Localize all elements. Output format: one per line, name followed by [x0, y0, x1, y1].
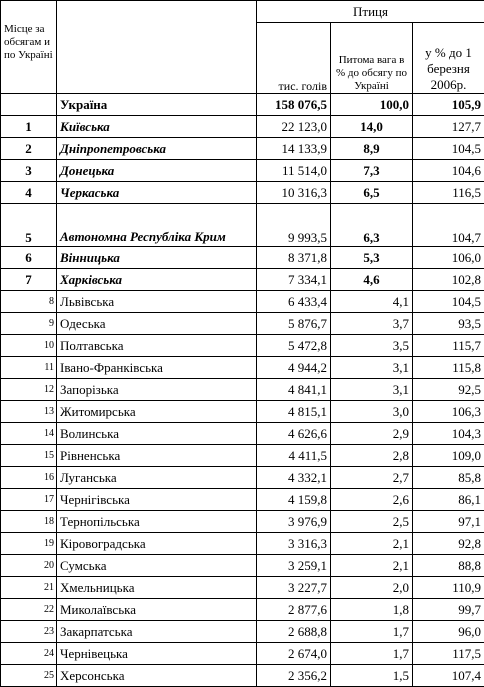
- pct-cell: 3,1: [331, 379, 413, 401]
- pct-cell: 2,1: [331, 555, 413, 577]
- tis-cell: 2 674,0: [257, 643, 331, 665]
- table-row: [1, 599, 484, 621]
- pct-cell: 3,0: [331, 401, 413, 423]
- idx-cell: 110,9: [413, 577, 484, 599]
- region-name: Запорізька: [57, 379, 257, 401]
- table-row: [1, 335, 484, 357]
- idx-cell: 106,0: [413, 247, 484, 269]
- table-row: [1, 138, 484, 160]
- table-row: [1, 160, 484, 182]
- pct-cell: 1,7: [331, 621, 413, 643]
- rank-cell: 5: [1, 204, 57, 247]
- idx-cell: 116,5: [413, 182, 484, 204]
- region-name: Автономна Республіка Крим: [57, 204, 257, 247]
- rank-cell: 8: [1, 291, 57, 313]
- tis-cell: 8 371,8: [257, 247, 331, 269]
- tis-cell: 6 433,4: [257, 291, 331, 313]
- total-pct: 100,0: [331, 94, 413, 116]
- table-row: [1, 577, 484, 599]
- table-row: [1, 204, 484, 247]
- total-name: Україна: [57, 94, 257, 116]
- total-tis: 158 076,5: [257, 94, 331, 116]
- idx-cell: 104,5: [413, 138, 484, 160]
- tis-cell: 14 133,9: [257, 138, 331, 160]
- pct-cell: 3,1: [331, 357, 413, 379]
- rank-cell: 20: [1, 555, 57, 577]
- region-name: Вінницька: [57, 247, 257, 269]
- rank-cell: 13: [1, 401, 57, 423]
- idx-cell: 85,8: [413, 467, 484, 489]
- pct-cell: 1,8: [331, 599, 413, 621]
- region-name: Львівська: [57, 291, 257, 313]
- table-row: [1, 379, 484, 401]
- tis-cell: 2 356,2: [257, 665, 331, 687]
- table-row: [1, 643, 484, 665]
- tis-cell: 3 227,7: [257, 577, 331, 599]
- rank-cell: 16: [1, 467, 57, 489]
- header-row-top: [1, 1, 484, 23]
- tis-cell: 7 334,1: [257, 269, 331, 291]
- rank-cell: 14: [1, 423, 57, 445]
- table-row: [1, 467, 484, 489]
- pct-cell: 14,0: [331, 116, 413, 138]
- idx-cell: 104,7: [413, 204, 484, 247]
- idx-cell: 96,0: [413, 621, 484, 643]
- table-row: [1, 247, 484, 269]
- header-idx: у % до 1 березня 2006р.: [413, 23, 484, 94]
- rank-cell: 9: [1, 313, 57, 335]
- pct-cell: 2,9: [331, 423, 413, 445]
- tis-cell: 3 259,1: [257, 555, 331, 577]
- rank-cell: 24: [1, 643, 57, 665]
- rank-cell: 15: [1, 445, 57, 467]
- total-rank: [1, 94, 57, 116]
- table-row: [1, 269, 484, 291]
- region-name: Херсонська: [57, 665, 257, 687]
- table-row: [1, 555, 484, 577]
- table-row: [1, 533, 484, 555]
- table-row: [1, 621, 484, 643]
- table-row: [1, 445, 484, 467]
- tis-cell: 5 876,7: [257, 313, 331, 335]
- region-name: Волинська: [57, 423, 257, 445]
- table-row: [1, 116, 484, 138]
- idx-cell: 92,5: [413, 379, 484, 401]
- header-group-bird: Птиця: [257, 1, 484, 23]
- region-name: Житомирська: [57, 401, 257, 423]
- region-name: Миколаївська: [57, 599, 257, 621]
- rank-cell: 12: [1, 379, 57, 401]
- tis-cell: 22 123,0: [257, 116, 331, 138]
- rank-cell: 6: [1, 247, 57, 269]
- idx-cell: 104,3: [413, 423, 484, 445]
- idx-cell: 104,5: [413, 291, 484, 313]
- idx-cell: 93,5: [413, 313, 484, 335]
- table-row: [1, 401, 484, 423]
- pct-cell: 2,0: [331, 577, 413, 599]
- pct-cell: 3,5: [331, 335, 413, 357]
- tis-cell: 3 976,9: [257, 511, 331, 533]
- region-name: Рівненська: [57, 445, 257, 467]
- rank-cell: 11: [1, 357, 57, 379]
- region-name: Чернівецька: [57, 643, 257, 665]
- table-row: [1, 313, 484, 335]
- idx-cell: 127,7: [413, 116, 484, 138]
- table-row: [1, 357, 484, 379]
- rank-cell: 25: [1, 665, 57, 687]
- total-row: [1, 94, 484, 116]
- tis-cell: 3 316,3: [257, 533, 331, 555]
- idx-cell: 86,1: [413, 489, 484, 511]
- pct-cell: 7,3: [331, 160, 413, 182]
- table-row: [1, 489, 484, 511]
- table-row: [1, 182, 484, 204]
- tis-cell: 4 815,1: [257, 401, 331, 423]
- rank-cell: 2: [1, 138, 57, 160]
- pct-cell: 2,6: [331, 489, 413, 511]
- pct-cell: 2,8: [331, 445, 413, 467]
- table-row: [1, 511, 484, 533]
- idx-cell: 106,3: [413, 401, 484, 423]
- header-tis: тис. голів: [257, 23, 331, 94]
- pct-cell: 6,5: [331, 182, 413, 204]
- idx-cell: 88,8: [413, 555, 484, 577]
- pct-cell: 1,5: [331, 665, 413, 687]
- rank-cell: 21: [1, 577, 57, 599]
- region-name: Харківська: [57, 269, 257, 291]
- table-row: [1, 423, 484, 445]
- region-name: Одеська: [57, 313, 257, 335]
- region-name: Полтавська: [57, 335, 257, 357]
- pct-cell: 8,9: [331, 138, 413, 160]
- tis-cell: 5 472,8: [257, 335, 331, 357]
- tis-cell: 10 316,3: [257, 182, 331, 204]
- idx-cell: 107,4: [413, 665, 484, 687]
- header-name-empty: [57, 1, 257, 94]
- pct-cell: 2,5: [331, 511, 413, 533]
- region-name: Кіровоградська: [57, 533, 257, 555]
- rank-cell: 7: [1, 269, 57, 291]
- table-row: [1, 665, 484, 687]
- idx-cell: 104,6: [413, 160, 484, 182]
- tis-cell: 4 159,8: [257, 489, 331, 511]
- rank-cell: 10: [1, 335, 57, 357]
- tis-cell: 2 688,8: [257, 621, 331, 643]
- rank-cell: 23: [1, 621, 57, 643]
- header-rank: Місце за обсягам и по Україні: [1, 1, 57, 94]
- rank-cell: 4: [1, 182, 57, 204]
- tis-cell: 9 993,5: [257, 204, 331, 247]
- rank-cell: 17: [1, 489, 57, 511]
- region-name: Донецька: [57, 160, 257, 182]
- region-name: Сумська: [57, 555, 257, 577]
- idx-cell: 115,8: [413, 357, 484, 379]
- tis-cell: 4 626,6: [257, 423, 331, 445]
- total-idx: 105,9: [413, 94, 484, 116]
- pct-cell: 2,7: [331, 467, 413, 489]
- region-name: Київська: [57, 116, 257, 138]
- tis-cell: 11 514,0: [257, 160, 331, 182]
- region-name: Хмельницька: [57, 577, 257, 599]
- idx-cell: 115,7: [413, 335, 484, 357]
- pct-cell: 5,3: [331, 247, 413, 269]
- region-name: Черкаська: [57, 182, 257, 204]
- region-name: Закарпатська: [57, 621, 257, 643]
- tis-cell: 2 877,6: [257, 599, 331, 621]
- rank-cell: 19: [1, 533, 57, 555]
- idx-cell: 109,0: [413, 445, 484, 467]
- rank-cell: 1: [1, 116, 57, 138]
- rank-cell: 22: [1, 599, 57, 621]
- region-name: Луганська: [57, 467, 257, 489]
- tis-cell: 4 944,2: [257, 357, 331, 379]
- tis-cell: 4 841,1: [257, 379, 331, 401]
- region-name: Тернопільська: [57, 511, 257, 533]
- idx-cell: 102,8: [413, 269, 484, 291]
- pct-cell: 6,3: [331, 204, 413, 247]
- idx-cell: 99,7: [413, 599, 484, 621]
- rank-cell: 3: [1, 160, 57, 182]
- pct-cell: 3,7: [331, 313, 413, 335]
- region-name: Дніпропетровська: [57, 138, 257, 160]
- tis-cell: 4 332,1: [257, 467, 331, 489]
- idx-cell: 117,5: [413, 643, 484, 665]
- rank-cell: 18: [1, 511, 57, 533]
- pct-cell: 4,6: [331, 269, 413, 291]
- region-name: Івано-Франківська: [57, 357, 257, 379]
- tis-cell: 4 411,5: [257, 445, 331, 467]
- header-pct: Питома вага в % до обсягу по Україні: [331, 23, 413, 94]
- pct-cell: 1,7: [331, 643, 413, 665]
- pct-cell: 2,1: [331, 533, 413, 555]
- region-name: Чернігівська: [57, 489, 257, 511]
- pct-cell: 4,1: [331, 291, 413, 313]
- idx-cell: 92,8: [413, 533, 484, 555]
- idx-cell: 97,1: [413, 511, 484, 533]
- table-row: [1, 291, 484, 313]
